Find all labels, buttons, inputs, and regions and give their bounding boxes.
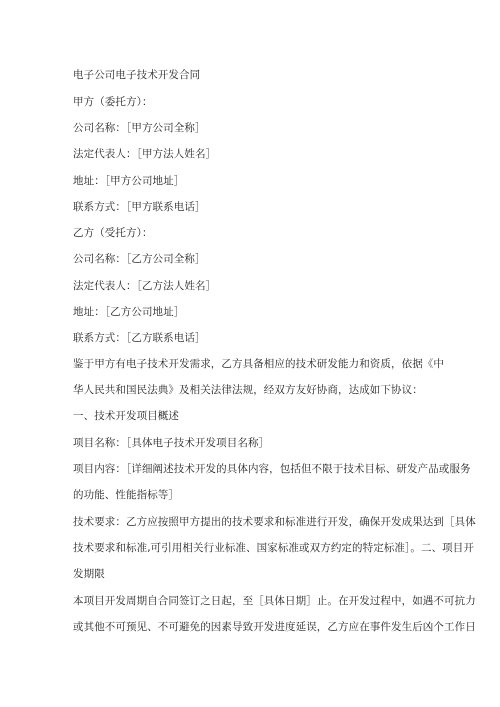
party-a-heading: 甲方（委托方）： — [73, 96, 153, 108]
body-line: 技术要求和标准,可引用相关行业标准、国家标准或双方约定的特定标准］。二、项目开 — [73, 542, 474, 554]
party-b-contact: 联系方式：［乙方联系电话］ — [73, 332, 206, 344]
document-title: 电子公司电子技术开发合同 — [73, 69, 201, 81]
body-line: 华人民共和国民法典》及相关法律法规，经双方友好协商，达成如下协议： — [73, 384, 423, 396]
party-b-company: 公司名称：［乙方公司全称］ — [73, 253, 206, 265]
body-line: 发期限 — [73, 568, 105, 580]
party-a-company: 公司名称：［甲方公司全称］ — [73, 122, 206, 134]
party-a-representative: 法定代表人：［甲方法人姓名］ — [73, 148, 217, 160]
body-line: 或其他不可预见、不可避免的因素导致开发进度延误，乙方应在事件发生后凶个工作日 — [73, 621, 476, 633]
body-line: 的功能、性能指标等］ — [73, 489, 179, 501]
party-a-address: 地址：［甲方公司地址］ — [73, 175, 185, 187]
party-b-heading: 乙方（受托方）： — [73, 227, 153, 239]
body-line: 鉴于甲方有电子技术开发需求，乙方具备相应的技术研发能力和资质，依据《中 — [73, 358, 444, 370]
body-line: 项目内容：［详细阐述技术开发的具体内容，包括但不限于技术目标、研发产品或服务 — [73, 463, 471, 475]
body-line: 本项目开发周期自合同签订之日起，至［具体日期］止。在开发过程中，如遇不可抗力 — [73, 595, 476, 607]
party-a-contact: 联系方式：［甲方联系电话］ — [73, 201, 206, 213]
section-heading: 一、技术开发项目概述 — [73, 410, 179, 422]
party-b-representative: 法定代表人：［乙方法人姓名］ — [73, 280, 217, 292]
body-line: 项目名称：［具体电子技术开发项目名称］ — [73, 437, 270, 449]
party-b-address: 地址：［乙方公司地址］ — [73, 306, 185, 318]
body-line: 技术要求：乙方应按照甲方提出的技术要求和标准进行开发，确保开发成果达到［具体 — [73, 516, 476, 528]
